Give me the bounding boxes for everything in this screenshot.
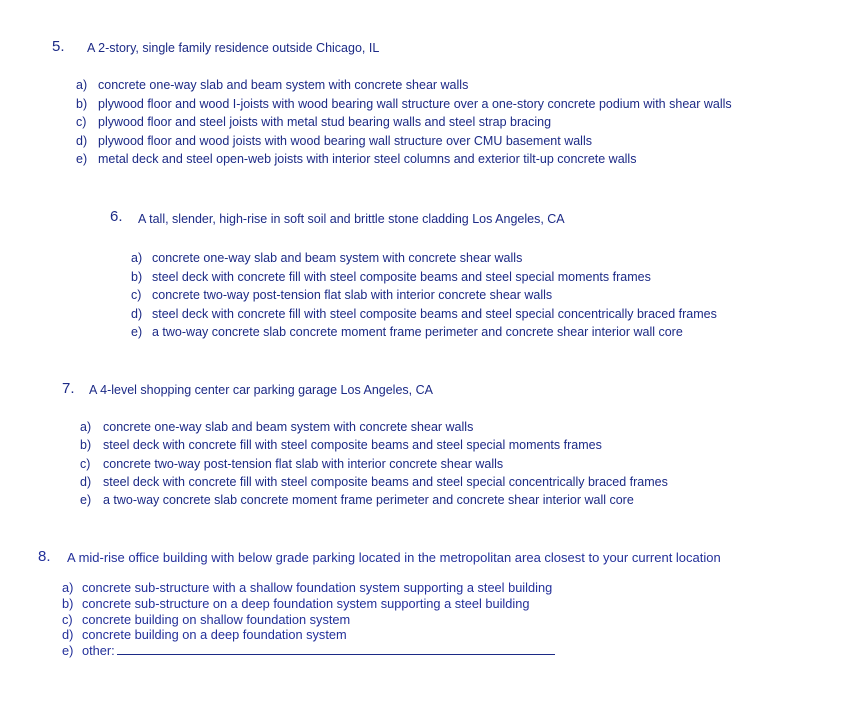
option-d[interactable]: d) steel deck with concrete fill with steel composite beams and steel special concentrically braced frames [131,306,717,321]
question-text: A mid-rise office building with below grade parking located in the metropolitan area closest to your current location [67,550,721,565]
option-a[interactable]: a) concrete sub-structure with a shallow foundation system supporting a steel building [62,580,553,595]
option-e[interactable]: e) other: [62,643,555,659]
other-answer-blank[interactable] [117,644,555,655]
question-text: A 2-story, single family residence outside Chicago, IL [87,41,380,55]
question-number: 7. [62,380,75,397]
option-a[interactable]: a) concrete one-way slab and beam system with concrete shear walls [80,420,474,434]
option-e[interactable]: e) a two-way concrete slab concrete moment frame perimeter and concrete shear interior wall core [80,493,634,508]
option-d[interactable]: d) steel deck with concrete fill with steel composite beams and steel special concentrically braced frames [80,474,668,489]
options-list [131,251,717,344]
option-b[interactable]: b) concrete sub-structure on a deep foundation system supporting a steel building [62,595,530,611]
option-b[interactable]: b) steel deck with concrete fill with steel composite beams and steel special moments frames [80,438,602,453]
question-number: 6. [110,208,123,225]
option-d[interactable]: d) concrete building on a deep foundation system [62,627,347,643]
question-number: 5. [52,38,65,55]
option-b[interactable]: b) plywood floor and wood I-joists with wood bearing wall structure over a one-story concrete podium with shear walls [76,96,732,111]
option-c[interactable]: c) concrete two-way post-tension flat slab with interior concrete shear walls [131,288,553,302]
option-d[interactable]: d) plywood floor and wood joists with wood bearing wall structure over CMU basement walls [76,133,592,148]
option-c[interactable]: c) concrete building on shallow foundation system [62,611,351,627]
question-number: 8. [38,548,51,565]
option-e[interactable]: e) a two-way concrete slab concrete moment frame perimeter and concrete shear interior wall core [131,325,683,339]
option-c[interactable]: c) plywood floor and steel joists with metal stud bearing walls and steel strap bracing [76,115,552,129]
options-list [80,420,668,511]
option-a[interactable]: a) concrete one-way slab and beam system with concrete shear walls [76,78,469,92]
question-text: A 4-level shopping center car parking garage Los Angeles, CA [89,383,433,397]
options-list [62,580,555,659]
option-b[interactable]: b) steel deck with concrete fill with steel composite beams and steel special moments frames [131,269,651,284]
options-list [76,78,732,171]
question-text: A tall, slender, high-rise in soft soil and brittle stone cladding Los Angeles, CA [138,212,565,226]
option-a[interactable]: a) concrete one-way slab and beam system with concrete shear walls [131,251,523,265]
option-e[interactable]: e) metal deck and steel open-web joists with interior steel columns and exterior tilt-up concrete walls [76,152,637,166]
option-c[interactable]: c) concrete two-way post-tension flat slab with interior concrete shear walls [80,456,504,471]
